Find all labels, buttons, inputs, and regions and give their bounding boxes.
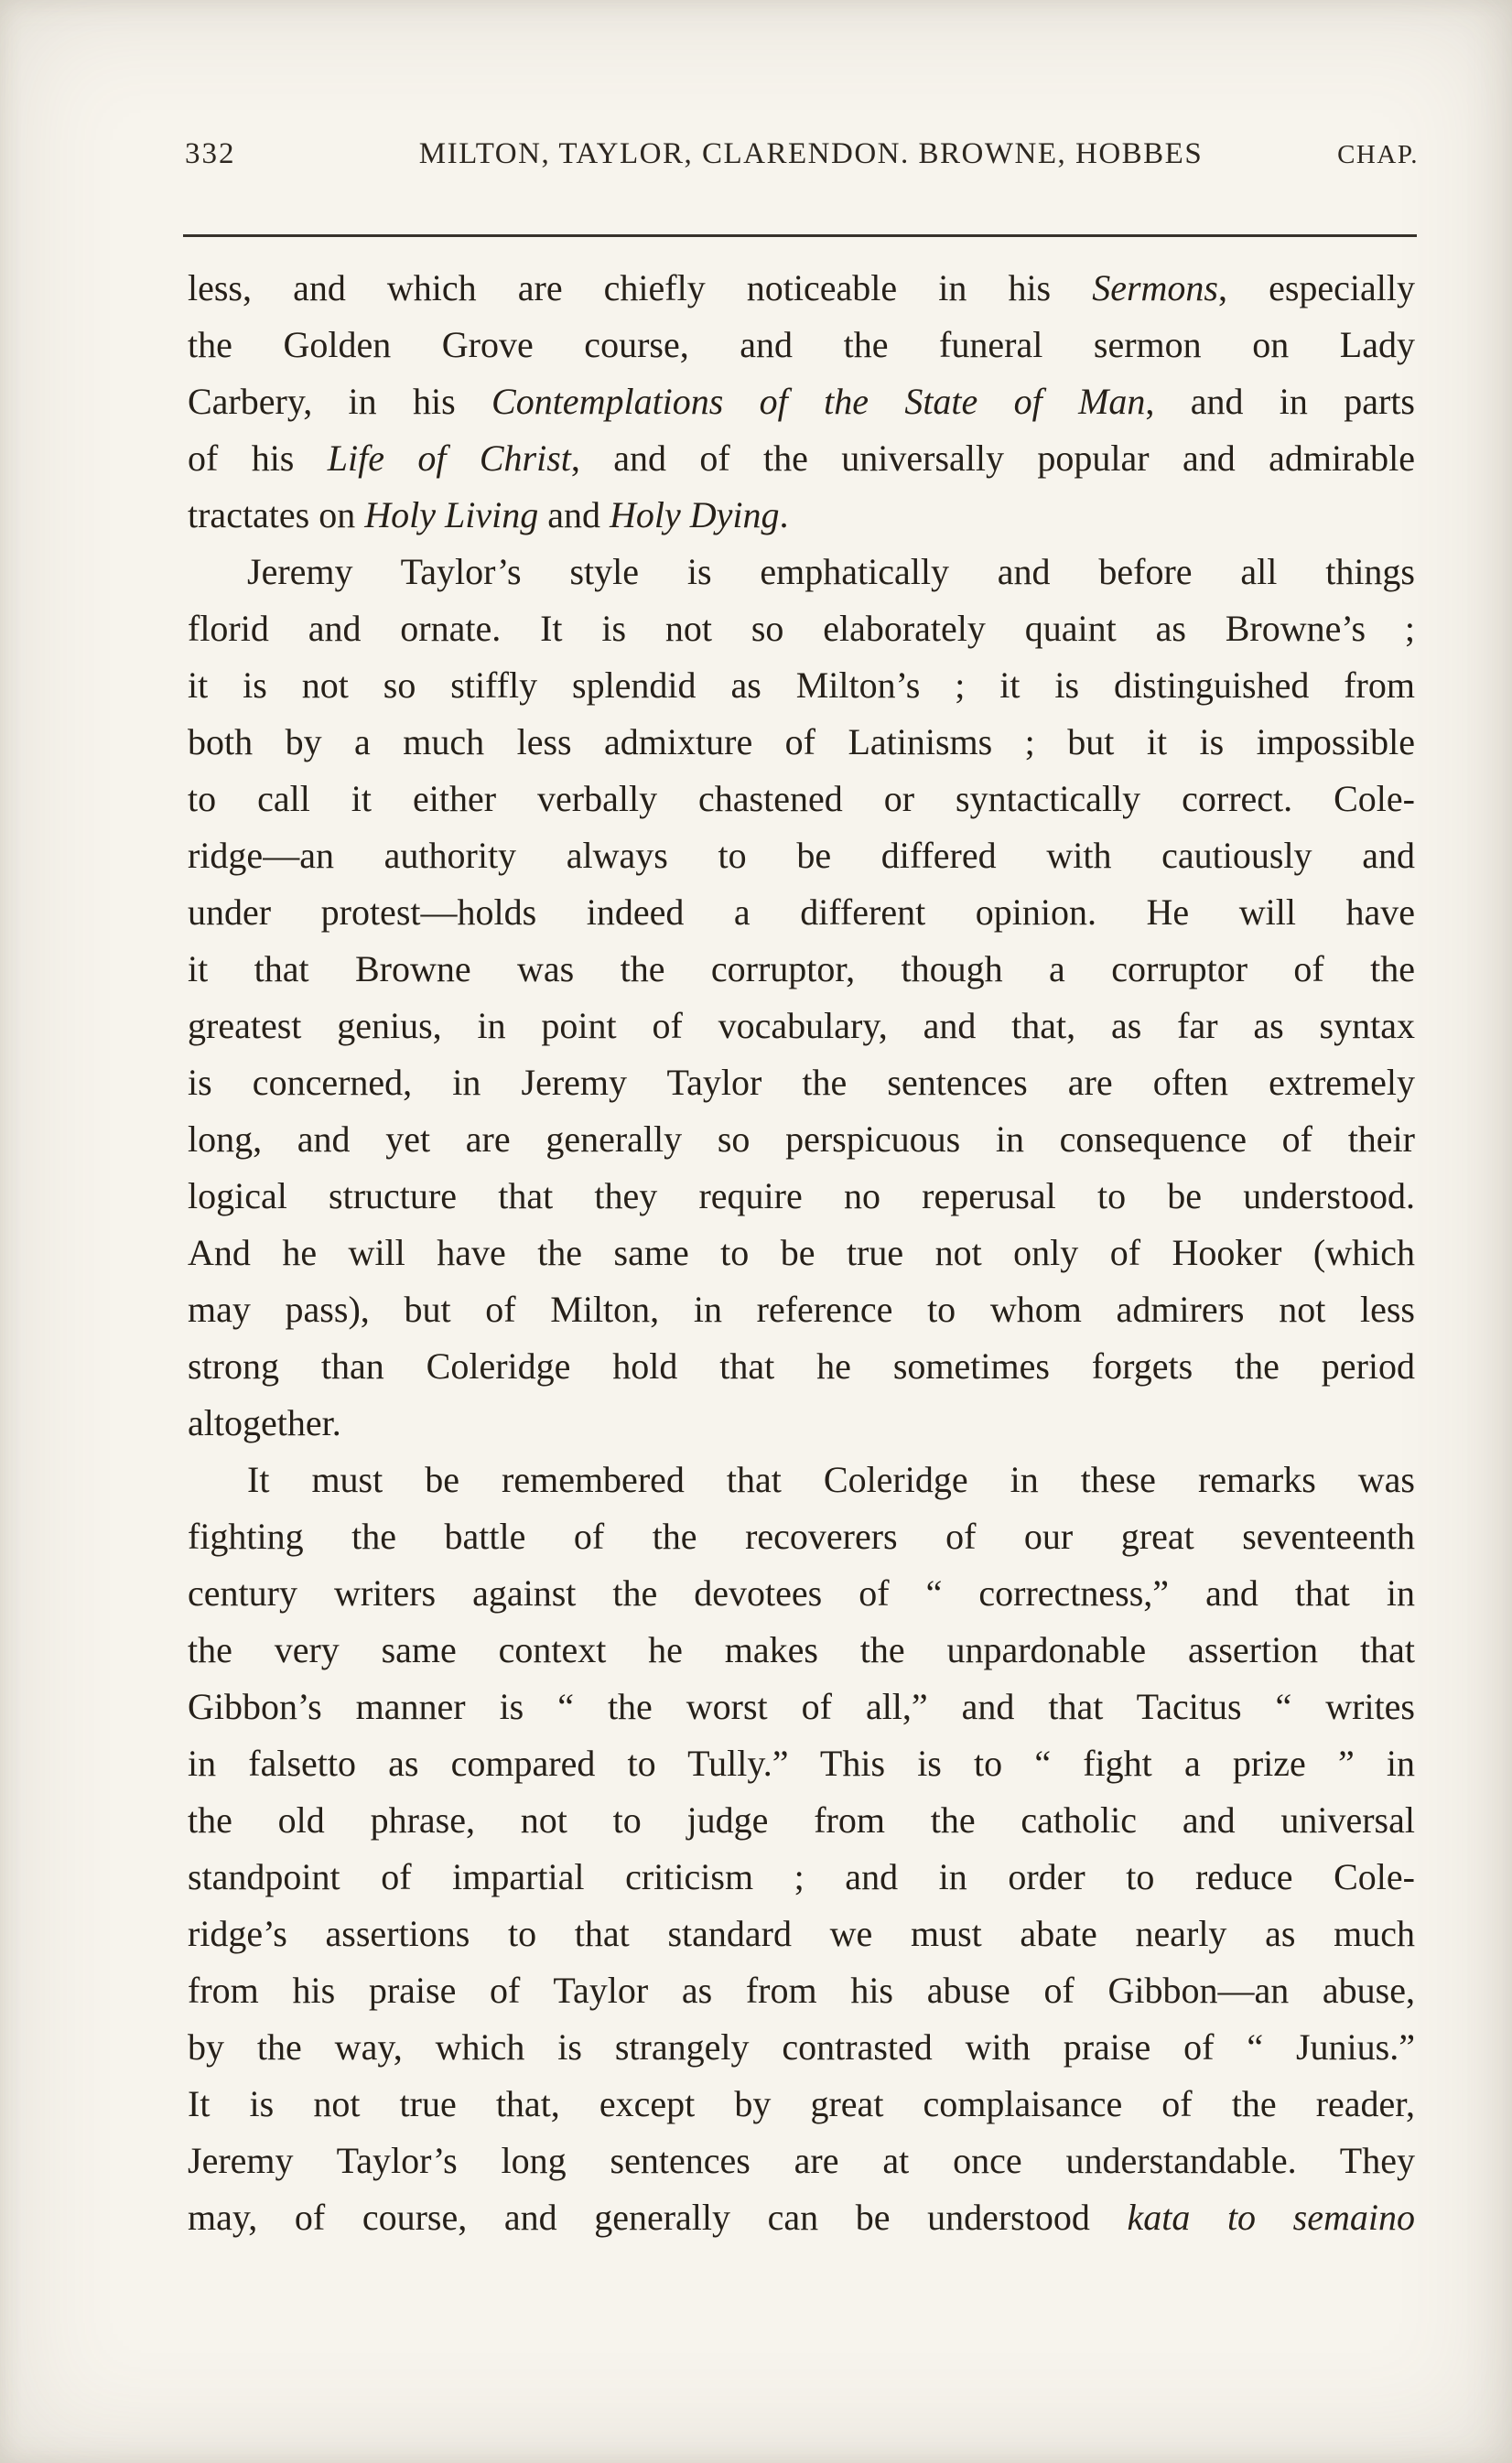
text-line [188,1054,1415,1111]
paragraph [188,260,1415,544]
text-run: Jeremy Taylor’s long sentences are at once understandable. They [188,2140,1415,2181]
text-run: less, and which are chiefly noticeable in his [188,267,1093,308]
text-run: , especially [1218,267,1416,308]
text-run: is concerned, in Jeremy Taylor the sentences are often extremely [188,1062,1415,1103]
paragraph [188,544,1415,1452]
italic-run: Holy Living [364,494,539,535]
text-line [188,941,1415,998]
text-line [188,884,1415,941]
text-run: standpoint of impartial criticism ; and in order to reduce Cole- [188,1856,1415,1897]
page-header [185,137,1419,171]
text-line [188,1565,1415,1622]
text-line [188,1962,1415,2019]
text-run: it that Browne was the corruptor, though a corruptor of the [188,948,1415,989]
text-line [188,1679,1415,1735]
text-run: , and of the universally popular and admirable [570,438,1415,479]
text-run: ridge—an authority always to be differed with cautiously and [188,835,1415,876]
text-line [188,1395,1415,1452]
text-line [188,1735,1415,1792]
text-run: under protest—holds indeed a different opinion. He will have [188,891,1415,933]
text-run: of his [188,438,328,479]
text-line [188,1111,1415,1168]
text-run: altogether. [188,1402,341,1443]
text-run: may pass), but of Milton, in reference to whom admirers not less [188,1289,1415,1330]
text-run: both by a much less admixture of Latinisms ; but it is impossible [188,721,1415,762]
text-line [188,317,1415,373]
italic-run: Holy Dying [610,494,780,535]
text-run: the very same context he makes the unpardonable assertion that [188,1629,1415,1670]
text-run: florid and ornate. It is not so elaborately quaint as Browne’s ; [188,608,1415,649]
text-run: greatest genius, in point of vocabulary, and that, as far as syntax [188,1005,1415,1046]
text-run: century writers against the devotees of “ correctness,” and that in [188,1572,1415,1614]
text-line [188,373,1415,430]
text-run: ridge’s assertions to that standard we must abate nearly as much [188,1913,1415,1954]
italic-run: Life of Christ [327,438,571,479]
header-rule [183,234,1417,237]
body-text [188,260,1415,2246]
text-line [188,1338,1415,1395]
text-line [188,1452,1415,1508]
text-line [188,827,1415,884]
text-line [188,1508,1415,1565]
text-run: fighting the battle of the recoverers of our great seventeenth [188,1516,1415,1557]
text-line [188,1225,1415,1281]
text-run: in falsetto as compared to Tully.” This is to “ fight a prize ” in [188,1743,1415,1784]
text-run: And he will have the same to be true not only of Hooker (which [188,1232,1415,1273]
text-line [188,2076,1415,2133]
text-run: from his praise of Taylor as from his abuse of Gibbon—an abuse, [188,1970,1415,2011]
text-run: , and in parts [1145,381,1415,422]
text-run: tractates on [188,494,365,535]
text-run: Carbery, in his [188,381,492,422]
text-line [188,1906,1415,1962]
text-line [188,1849,1415,1906]
text-line [188,2133,1415,2189]
text-run: to call it either verbally chastened or syntactically correct. Cole- [188,778,1415,819]
italic-run: kata to semaino [1127,2197,1415,2238]
text-run: Jeremy Taylor’s style is emphatically and before all things [247,551,1415,592]
text-run: strong than Coleridge hold that he sometimes forgets the period [188,1345,1415,1387]
text-run: the old phrase, not to judge from the catholic and universal [188,1799,1415,1841]
text-line [188,771,1415,827]
text-line [188,2189,1415,2246]
text-run: it is not so stiffly splendid as Milton’s ; it is distinguished from [188,664,1415,706]
text-run: It is not true that, except by great complaisance of the reader, [188,2083,1415,2124]
italic-run: Contemplations of the State of Man [491,381,1146,422]
text-line [188,657,1415,714]
text-line [188,600,1415,657]
text-line [188,1168,1415,1225]
text-run: by the way, which is strangely contrasted with praise of “ Junius.” [188,2026,1415,2068]
text-line [188,1281,1415,1338]
text-run: may, of course, and generally can be understood [188,2197,1128,2238]
text-line [188,260,1415,317]
text-line [188,2019,1415,2076]
text-run: . [779,494,789,535]
text-line [188,998,1415,1054]
chapter-label: CHAP. [1337,140,1419,169]
text-run: the Golden Grove course, and the funeral sermon on Lady [188,324,1415,365]
text-line [188,430,1415,487]
text-run: logical structure that they require no reperusal to be understood. [188,1175,1415,1216]
text-line [188,1792,1415,1849]
text-line [188,714,1415,771]
text-line [188,487,1415,544]
text-run: Gibbon’s manner is “ the worst of all,” and that Tacitus “ writes [188,1686,1415,1727]
text-run: long, and yet are generally so perspicuous in consequence of their [188,1118,1415,1160]
page-number: 332 [185,137,236,170]
text-line [188,1622,1415,1679]
text-run: and [538,494,610,535]
running-title: MILTON, TAYLOR, CLARENDON. BROWNE, HOBBES [418,137,1204,170]
text-line [188,544,1415,600]
paragraph [188,1452,1415,2246]
italic-run: Sermons [1092,267,1218,308]
text-run: It must be remembered that Coleridge in these remarks was [247,1459,1415,1500]
